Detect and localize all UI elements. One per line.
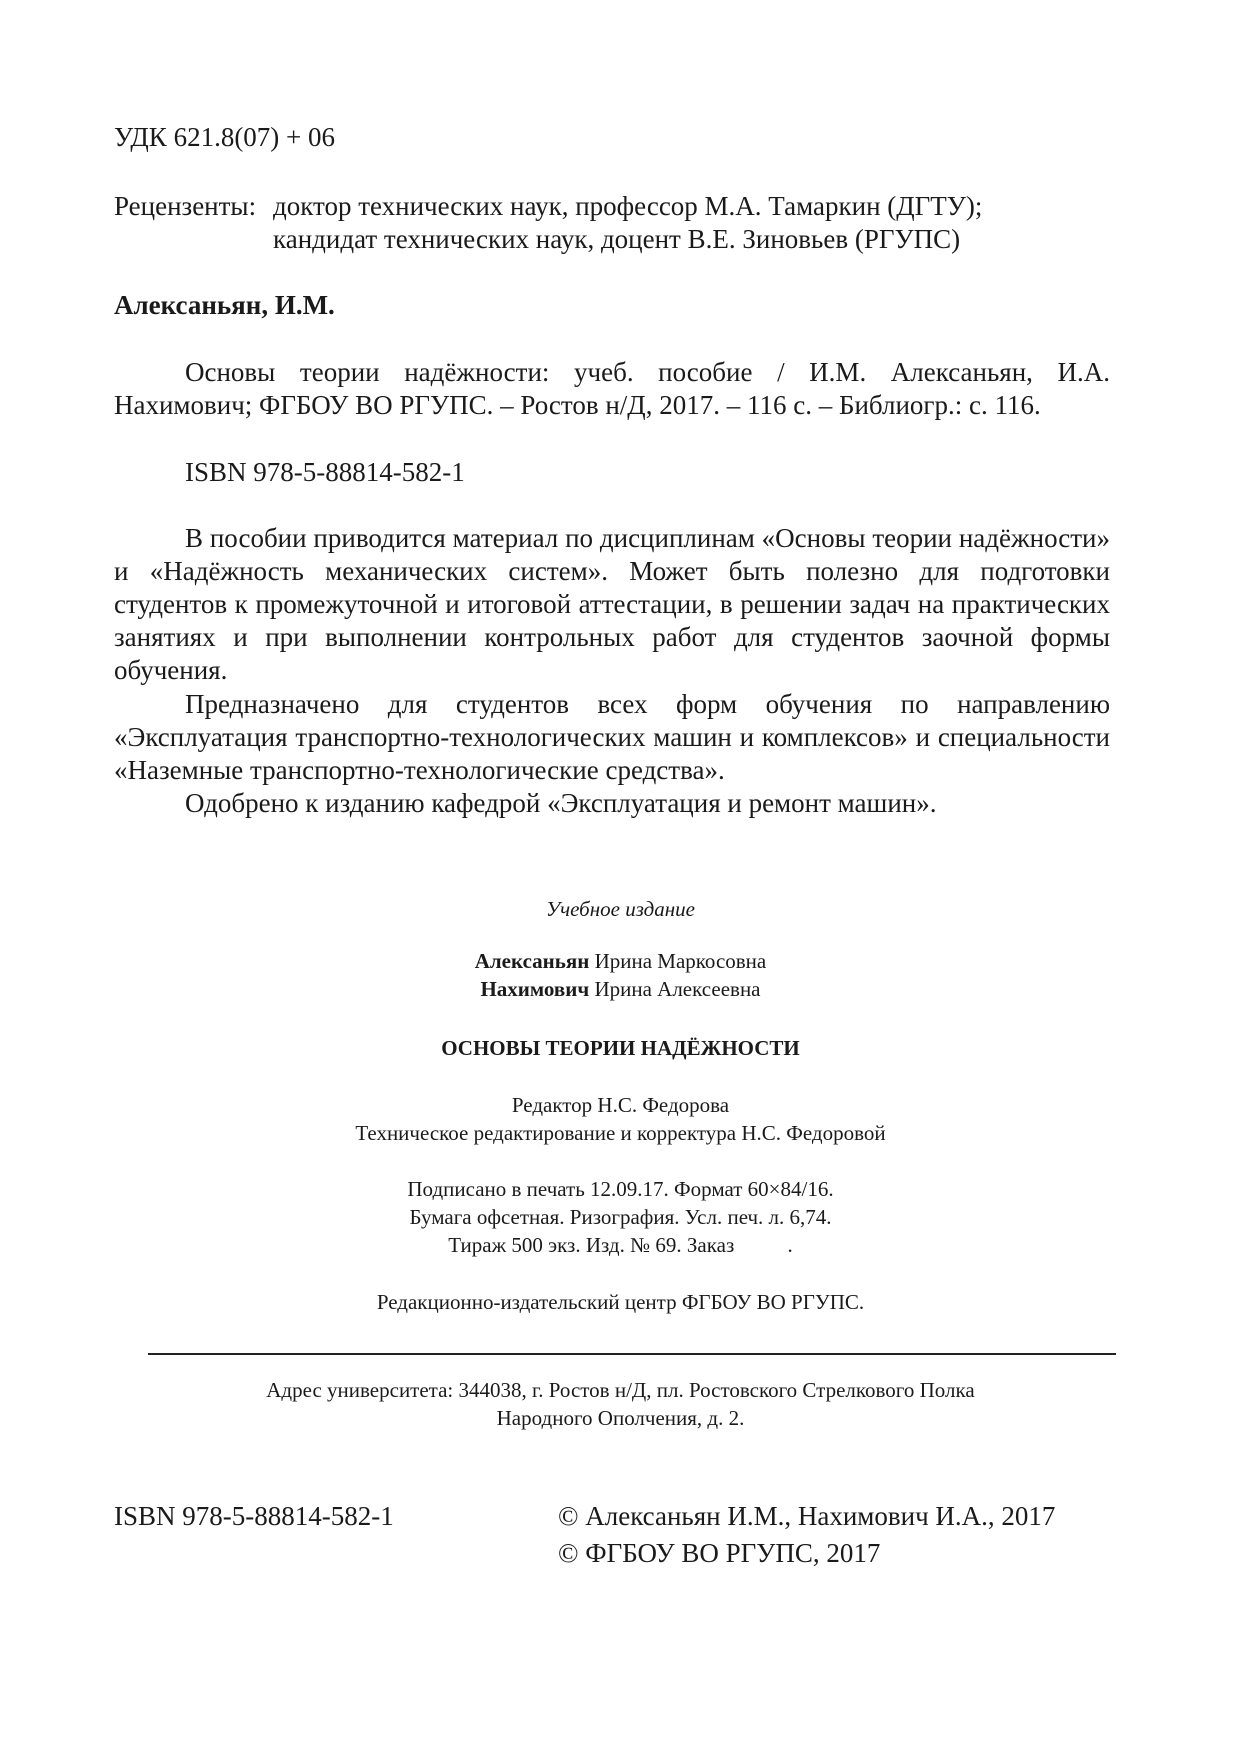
edition-type: Учебное издание: [545, 897, 696, 921]
tech-editing-line: Техническое редактирование и корректура Н.С. Федоровой: [355, 1121, 886, 1145]
author-surname: Нахимович: [480, 977, 590, 1001]
address-line-1: Адрес университета: 344038, г. Ростов н/Д, пл. Ростовского Стрелкового Полка: [266, 1378, 975, 1402]
reviewer-2: кандидат технических наук, доцент В.Е. Зиновьев (РГУПС): [273, 224, 961, 254]
author-heading: Алексаньян, И.М.: [114, 290, 335, 320]
annotation-paragraph-1: В пособии приводится материал по дисциплинам «Основы теории надёжности» и «Надёжность механических систем». Может быть полезно для подготовки студентов к промежуточной и итоговой аттестации, в решении задач на практических занятиях и при выполнении контрольных работ для студентов заочной формы обучения.: [114, 523, 1110, 685]
paper-line: Бумага офсетная. Ризография. Усл. печ. л. 6,74.: [409, 1205, 832, 1229]
annotation-paragraph-2: Предназначено для студентов всех форм обучения по направлению «Эксплуатация транспортно-технологических машин и комплексов» и специальности «Наземные транспортно-технологические средства».: [114, 689, 1110, 785]
reviewer-1: доктор технических наук, профессор М.А. Тамаркин (ДГТУ);: [273, 191, 983, 221]
publisher-line: Редакционно-издательский центр ФГБОУ ВО РГУПС.: [376, 1290, 865, 1314]
bibliographic-description: Основы теории надёжности: учеб. пособие / И.М. Алексаньян, И.А. Нахимович; ФГБОУ ВО РГУПС. – Ростов н/Д, 2017. – 116 с. – Библиогр.: с. 116.: [114, 357, 1110, 420]
imprint-author-1: [0, 947, 1241, 975]
author-surname: Алексаньян: [474, 949, 590, 973]
udk-code: УДК 621.8(07) + 06: [114, 122, 336, 152]
book-title: ОСНОВЫ ТЕОРИИ НАДЁЖНОСТИ: [441, 1036, 800, 1060]
imprint-author-2: [0, 975, 1241, 1003]
editor-line: Редактор Н.С. Федорова: [511, 1093, 730, 1117]
footer-isbn: ISBN 978-5-88814-582-1: [114, 1501, 394, 1531]
address-line-2: Народного Ополчения, д. 2.: [496, 1406, 745, 1430]
bibliographic-isbn: ISBN 978-5-88814-582-1: [185, 457, 465, 487]
print-run-line: Тираж 500 экз. Изд. № 69. Заказ .: [448, 1233, 793, 1257]
annotation-paragraph-3: Одобрено к изданию кафедрой «Эксплуатация и ремонт машин».: [185, 788, 937, 818]
divider: [148, 1353, 1116, 1355]
signed-line: Подписано в печать 12.09.17. Формат 60×84/16.: [407, 1177, 834, 1201]
copyright-university: © ФГБОУ ВО РГУПС, 2017: [558, 1538, 881, 1568]
copyright-authors: © Алексаньян И.М., Нахимович И.А., 2017: [558, 1501, 1056, 1531]
author-given-name: Ирина Маркосовна: [594, 949, 767, 973]
author-given-name: Ирина Алексеевна: [594, 977, 761, 1001]
reviewers-label: Рецензенты:: [114, 191, 257, 221]
